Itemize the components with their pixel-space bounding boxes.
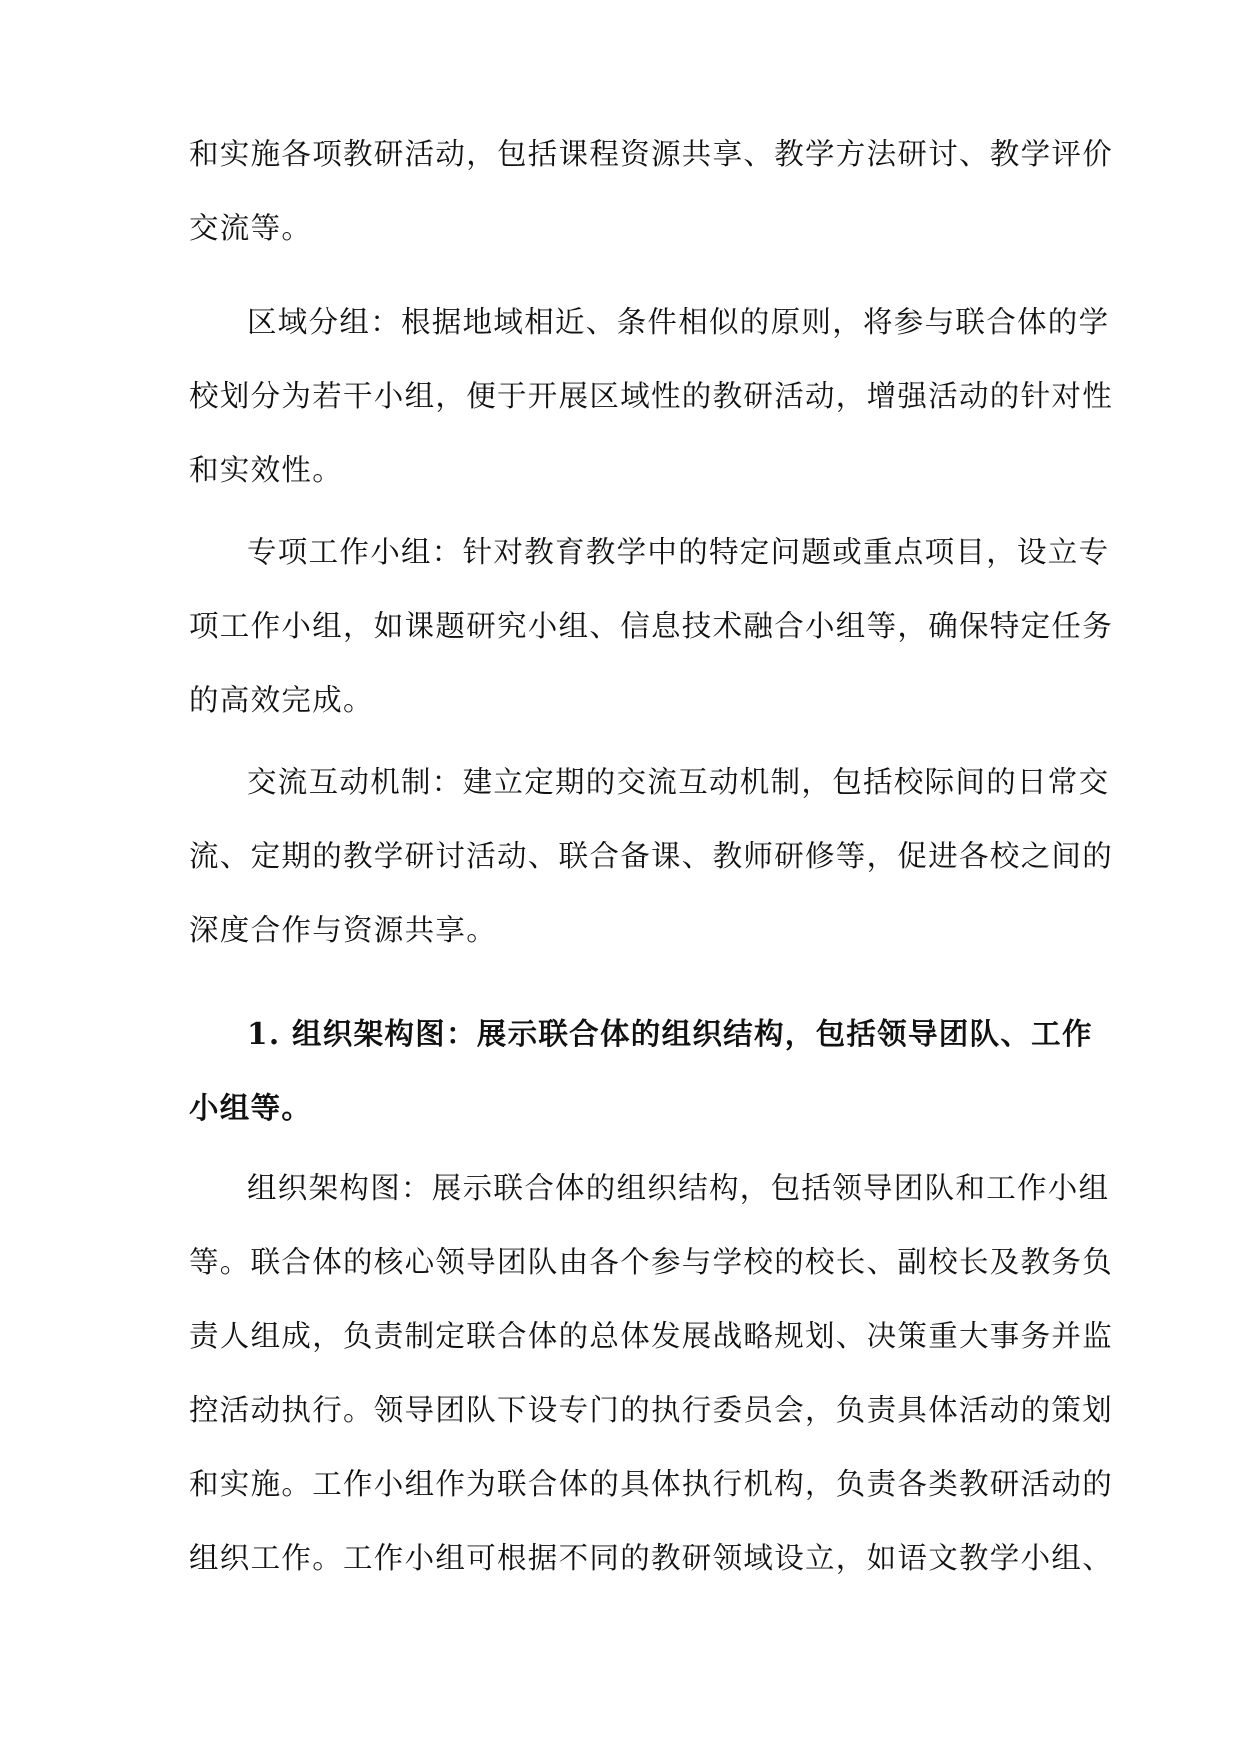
paragraph-line: 组织架构图：展示联合体的组织结构，包括领导团队和工作小组 bbox=[247, 1171, 1110, 1205]
paragraph-line: 和实施各项教研活动，包括课程资源共享、教学方法研讨、教学评价 bbox=[189, 137, 1114, 171]
section-heading: 小组等。 bbox=[189, 1090, 313, 1125]
paragraph-line: 组织工作。工作小组可根据不同的教研领域设立，如语文教学小组、 bbox=[189, 1541, 1114, 1575]
section-heading: 1. 组织架构图：展示联合体的组织结构，包括领导团队、工作 bbox=[247, 1016, 1093, 1051]
paragraph-line: 专项工作小组：针对教育教学中的特定问题或重点项目，设立专 bbox=[247, 535, 1110, 569]
paragraph-line: 和实施。工作小组作为联合体的具体执行机构，负责各类教研活动的 bbox=[189, 1467, 1114, 1501]
paragraph-line: 和实效性。 bbox=[189, 453, 344, 487]
paragraph-line: 的高效完成。 bbox=[189, 683, 374, 717]
paragraph-line: 等。联合体的核心领导团队由各个参与学校的校长、副校长及教务负 bbox=[189, 1245, 1114, 1279]
paragraph-line: 责人组成，负责制定联合体的总体发展战略规划、决策重大事务并监 bbox=[189, 1319, 1114, 1353]
paragraph-line: 校划分为若干小组，便于开展区域性的教研活动，增强活动的针对性 bbox=[189, 379, 1114, 413]
paragraph-line: 深度合作与资源共享。 bbox=[189, 913, 498, 947]
paragraph-line: 区域分组：根据地域相近、条件相似的原则，将参与联合体的学 bbox=[247, 305, 1110, 339]
paragraph-line: 流、定期的教学研讨活动、联合备课、教师研修等，促进各校之间的 bbox=[189, 839, 1114, 873]
paragraph-line: 控活动执行。领导团队下设专门的执行委员会，负责具体活动的策划 bbox=[189, 1393, 1114, 1427]
paragraph-line: 交流互动机制：建立定期的交流互动机制，包括校际间的日常交 bbox=[247, 765, 1110, 799]
paragraph-line: 项工作小组，如课题研究小组、信息技术融合小组等，确保特定任务 bbox=[189, 609, 1114, 643]
paragraph-line: 交流等。 bbox=[189, 211, 313, 245]
